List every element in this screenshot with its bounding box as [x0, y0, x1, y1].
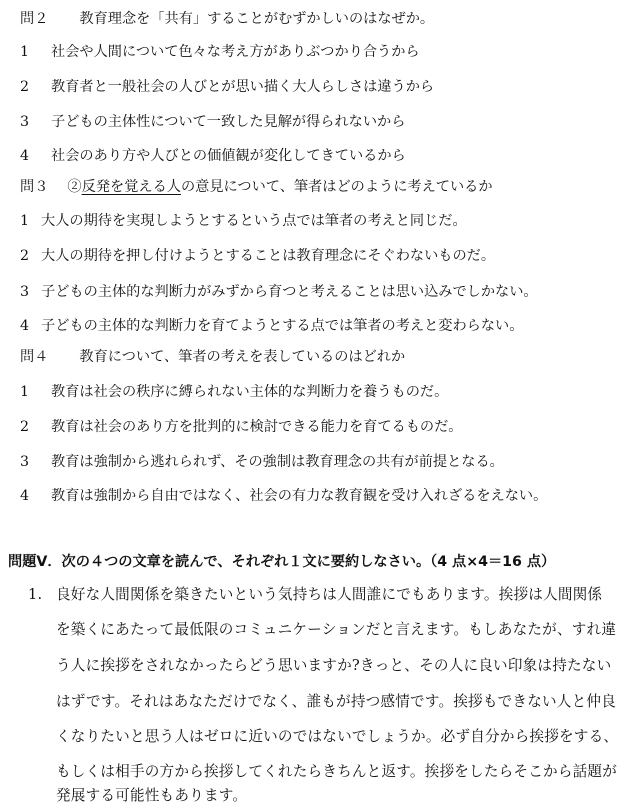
paragraph-line: を築くにあたって最低限のコミュニケーションだと言えます。もしあなたが、すれ違	[56, 621, 617, 638]
q4-label: 問４	[20, 349, 49, 365]
q2-option-2-num: 2	[20, 79, 30, 95]
paragraph-line: もしくは相手の方から挨拶してくれたらきちんと返す。挨拶をしたらそこから話題が	[56, 763, 617, 780]
q3-option-1-num: 1	[20, 213, 30, 229]
q2-option-3-text: 子どもの主体性について一致した見解が得られないから	[51, 114, 406, 130]
q2-text: 教育理念を「共有」することがむずかしいのはなぜか。	[79, 11, 435, 27]
paragraph-line: う人に挨拶をされなかったらどう思いますか?きっと、その人に良い印象は持たない	[56, 657, 612, 674]
q4-option-3-text: 教育は強制から逃れられず、その強制は教育理念の共有が前提となる。	[51, 454, 504, 470]
q2-option-1-num: 1	[20, 44, 30, 60]
section-5-heading: 問題Ⅴ．次の４つの文章を読んで、それぞれ１文に要約しなさい。（4 点×4＝16 点）	[8, 554, 556, 570]
section-5-item-1-num: 1.	[28, 586, 43, 603]
q3-option-1-text: 大人の期待を実現しようとするという点では筆者の考えと同じだ。	[41, 213, 467, 229]
q2-label: 問２	[20, 11, 49, 27]
q4-heading	[20, 347, 405, 367]
q2-option-3-num: 3	[20, 114, 30, 130]
q3-option-3-num: 3	[20, 284, 30, 300]
q4-option-4-text: 教育は強制から自由ではなく、社会の有力な教育観を受け入れざるをえない。	[51, 488, 548, 504]
q4-option-2-text: 教育は社会のあり方を批判的に検討できる能力を育てるものだ。	[51, 419, 463, 435]
q3-marker: ②	[67, 179, 82, 195]
q4-option-3-num: 3	[20, 454, 30, 470]
q2-option-2-text: 教育者と一般社会の人びとが思い描く大人らしさは違うから	[51, 79, 435, 95]
q3-option-4-num: 4	[20, 318, 30, 334]
q2-option-4-num: 4	[20, 148, 30, 164]
q3-underlined-phrase: 反発を覚える人	[81, 179, 181, 195]
paragraph-line: はずです。それはあなただけでなく、誰もが持つ感情です。挨拶もできない人と仲良	[56, 693, 616, 710]
q4-option-1-text: 教育は社会の秩序に縛られない主体的な判断力を養うものだ。	[51, 384, 449, 400]
q3-option-2-num: 2	[20, 248, 30, 264]
paragraph-line: 発展する可能性もあります。	[56, 787, 248, 804]
q3-option-3-text: 子どもの主体的な判断力がみずから育つと考えることは思い込みでしかない。	[41, 284, 538, 300]
q2-option-1-text: 社会や人間について色々な考え方がありぶつかり合うから	[51, 44, 420, 60]
q3-text: の意見について、筆者はどのように考えているか	[180, 179, 493, 195]
q4-option-2-num: 2	[20, 419, 30, 435]
q3-option-4-text: 子どもの主体的な判断力を育てようとする点では筆者の考えと変わらない。	[41, 318, 524, 334]
q2-option-4-text: 社会のあり方や人びとの価値観が変化してきているから	[51, 148, 406, 164]
paragraph-line: くなりたいと思う人はゼロに近いのではないでしょうか。必ず自分から挨拶をする、	[56, 728, 619, 745]
q4-option-1-num: 1	[20, 384, 30, 400]
paragraph-line: 良好な人間関係を築きたいという気持ちは人間誰にでもあります。挨拶は人間関係	[56, 586, 603, 603]
q2-heading	[20, 9, 434, 29]
q4-option-4-num: 4	[20, 488, 30, 504]
q3-label: 問３	[20, 179, 49, 195]
q3-option-2-text: 大人の期待を押し付けようとすることは教育理念にそぐわないものだ。	[41, 248, 496, 264]
q4-text: 教育について、筆者の考えを表しているのはどれか	[79, 349, 406, 365]
q3-heading	[20, 177, 493, 197]
